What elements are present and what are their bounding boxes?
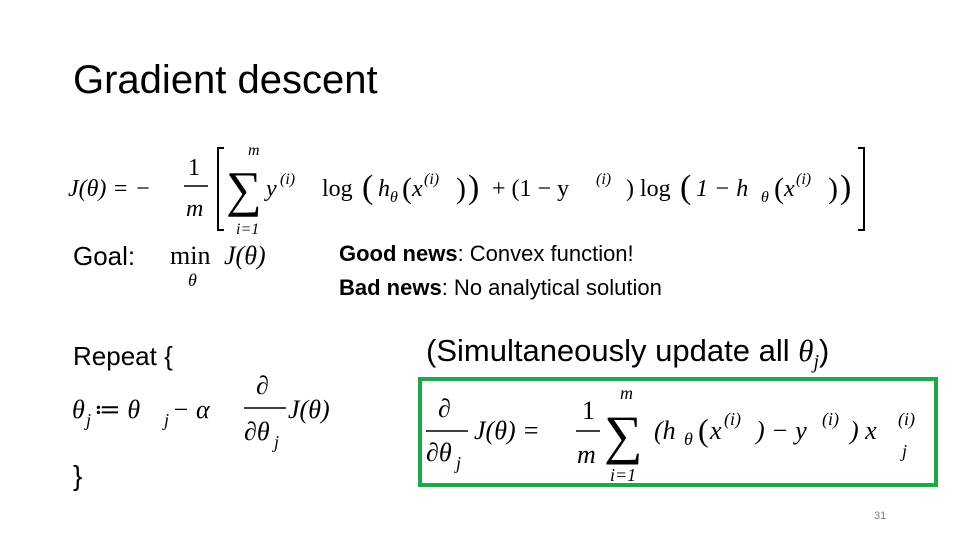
grad-partial: ∂ (438, 394, 451, 423)
svg-text:(: ( (698, 412, 709, 448)
goal-min: min (170, 241, 211, 270)
grad-xj-sub: j (902, 441, 908, 461)
grad-sum-bottom: i=1 (610, 465, 637, 483)
svg-text:): ) (468, 169, 480, 206)
update-sub-j-2: j (164, 410, 170, 430)
update-minus-alpha: − α (172, 395, 210, 424)
cost-h-sub-2: θ (761, 189, 769, 206)
update-partial-den: ∂θ (244, 417, 270, 446)
good-news-note (339, 240, 634, 268)
grad-sigma: ∑ (604, 405, 643, 465)
grad-partial-den-sub: j (456, 453, 462, 473)
repeat-close: } (73, 460, 83, 491)
cost-close-log: ) log (626, 176, 671, 202)
slide-title: Gradient descent (73, 58, 378, 102)
simul-sub: j (813, 351, 820, 374)
cost-sum-bottom: i=1 (236, 221, 260, 238)
grad-frac-den: m (577, 440, 596, 469)
cost-sigma: ∑ (226, 161, 262, 217)
cost-sup-i-2: (i) (596, 171, 612, 188)
update-theta: θ (72, 395, 85, 424)
cost-h: h (378, 176, 390, 202)
grad-lhs: J(θ) = (474, 416, 540, 445)
svg-text:): ) (828, 172, 838, 205)
cost-log1: log (322, 176, 353, 202)
cost-frac-den: m (186, 196, 204, 222)
svg-text:(: ( (774, 172, 784, 205)
gradient-equation (422, 381, 934, 483)
grad-sum-top: m (620, 383, 633, 403)
grad-minus-y: ) − y (756, 416, 807, 445)
update-partial-den-sub: j (274, 432, 280, 452)
simultaneous-update-note (426, 332, 829, 381)
update-rule-equation (70, 370, 370, 460)
bad-news-note (339, 274, 662, 302)
update-assign: ≔ θ (94, 395, 141, 424)
grad-x: x (710, 416, 722, 445)
grad-frac-num: 1 (582, 396, 595, 425)
cost-x-2: x (784, 176, 795, 202)
svg-text:): ) (456, 172, 466, 205)
good-news-label: Good news (339, 241, 458, 266)
goal-label: Goal: (73, 241, 136, 271)
repeat-open: Repeat { (73, 341, 173, 371)
cost-frac-num: 1 (188, 155, 200, 181)
cost-term-y: y (266, 176, 277, 202)
cost-sum-top: m (248, 142, 260, 159)
simul-text: (Simultaneously update all (426, 333, 799, 368)
cost-x-sup: (i) (424, 171, 440, 188)
cost-function-equation (66, 140, 876, 240)
good-news-text: : Convex function! (457, 241, 634, 266)
page-number: 31 (874, 510, 887, 522)
cost-one-minus-h: 1 − h (696, 176, 749, 202)
svg-text:(: ( (680, 169, 692, 206)
goal-expression (168, 236, 298, 292)
cost-x-sup-2: (i) (796, 171, 812, 188)
simul-close: ) (819, 333, 830, 368)
goal-min-sub: θ (188, 270, 197, 290)
update-partial: ∂ (256, 371, 269, 400)
grad-xj-sup: (i) (898, 409, 915, 429)
svg-text:): ) (840, 169, 852, 206)
grad-y-sup: (i) (822, 409, 839, 429)
svg-text:(: ( (402, 172, 412, 205)
update-j-theta: J(θ) (288, 395, 330, 424)
grad-x-sup: (i) (724, 409, 741, 429)
grad-close-x: ) x (850, 416, 877, 445)
simul-theta: θ (798, 333, 814, 368)
grad-partial-den: ∂θ (426, 438, 452, 467)
grad-body-open: (h (654, 416, 676, 445)
cost-h-sub: θ (390, 189, 398, 206)
update-sub-j: j (86, 410, 92, 430)
bad-news-text: : No analytical solution (441, 275, 662, 300)
bad-news-label: Bad news (339, 275, 442, 300)
cost-lhs: J(θ) = − (68, 176, 151, 202)
svg-text:(: ( (362, 169, 374, 206)
grad-h-sub: θ (684, 429, 693, 449)
cost-plus-part: + (1 − y (492, 176, 570, 202)
cost-x: x (412, 176, 423, 202)
goal-expr: J(θ) (224, 241, 266, 270)
cost-sup-i: (i) (280, 171, 296, 188)
